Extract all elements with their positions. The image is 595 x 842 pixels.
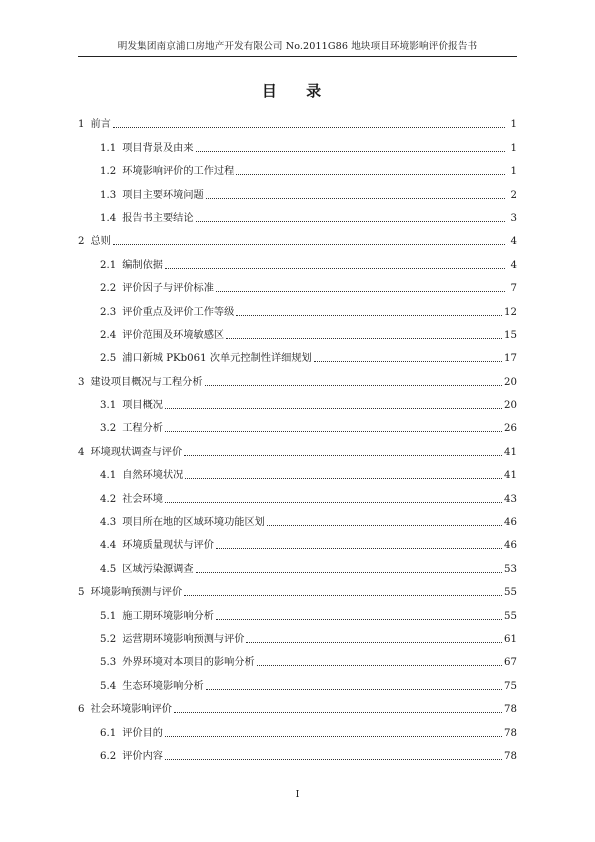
toc-subsection-entry[interactable] [78,482,517,505]
toc-entry-number: 4.5 [100,563,117,575]
toc-entry-number: 6.1 [100,727,117,739]
toc-entry-page-number: 78 [504,704,517,716]
toc-entry-number: 4.1 [100,470,117,482]
toc-entry-page-number: 7 [510,283,517,295]
toc-dot-leader [246,642,502,643]
toc-entry-number: 1.1 [100,142,117,154]
toc-entry-page-number: 15 [504,329,517,341]
toc-entry-number: 3 [78,376,85,388]
toc-entry-title: 评价因子与评价标准 [122,283,214,295]
toc-subsection-entry[interactable] [78,202,517,225]
toc-entry-number: 3.1 [100,400,117,412]
toc-entry-page-number: 12 [504,306,517,318]
toc-entry-title: 自然环境状况 [122,470,184,482]
page-title: 目 录 [261,82,334,100]
toc-dot-leader [216,291,505,292]
toc-subsection-entry[interactable] [78,155,517,178]
toc-entry-title: 报告书主要结论 [122,212,194,224]
toc-entry-number: 1.4 [100,212,117,224]
toc-entry-title: 社会环境影响评价 [90,704,172,716]
toc-subsection-entry[interactable] [78,248,517,271]
toc-subsection-entry[interactable] [78,342,517,365]
toc-subsection-entry[interactable] [78,529,517,552]
toc-section-entry[interactable] [78,693,517,716]
toc-section-entry[interactable] [78,576,517,599]
toc-entry-page-number: 4 [510,259,517,271]
toc-dot-leader [205,385,502,386]
toc-entry-number: 5.1 [100,610,117,622]
toc-entry-number: 3.2 [100,423,117,435]
toc-dot-leader [314,361,502,362]
toc-entry-page-number: 75 [504,680,517,692]
toc-dot-leader [216,619,502,620]
toc-dot-leader [267,525,502,526]
toc-subsection-entry[interactable] [78,178,517,201]
toc-entry-number: 4 [78,446,85,458]
toc-entry-number: 6.2 [100,750,117,762]
toc-dot-leader [226,338,502,339]
toc-subsection-entry[interactable] [78,459,517,482]
toc-dot-leader [257,665,502,666]
toc-subsection-entry[interactable] [78,646,517,669]
toc-entry-number: 1.3 [100,189,117,201]
toc-entry-number: 5 [78,587,85,599]
page-number: I [295,789,300,800]
toc-entry-number: 6 [78,704,85,716]
toc-subsection-entry[interactable] [78,412,517,435]
toc-entry-title: 施工期环境影响分析 [122,610,214,622]
toc-dot-leader [165,759,502,760]
toc-entry-page-number: 41 [504,446,517,458]
toc-subsection-entry[interactable] [78,319,517,342]
toc-entry-title: 环境影响预测与评价 [90,587,183,599]
toc-entry-page-number: 53 [504,563,517,575]
toc-entry-number: 4.3 [100,517,117,529]
toc-entry-title: 运营期环境影响预测与评价 [122,633,245,645]
toc-entry-title: 项目主要环境问题 [122,189,204,201]
toc-entry-page-number: 55 [504,587,517,599]
toc-dot-leader [184,455,502,456]
toc-dot-leader [206,689,502,690]
toc-entry-page-number: 1 [510,142,517,154]
toc-entry-page-number: 1 [510,166,517,178]
toc-entry-title: 前言 [90,119,111,131]
toc-entry-page-number: 1 [510,119,517,131]
toc-subsection-entry[interactable] [78,669,517,692]
toc-subsection-entry[interactable] [78,599,517,622]
toc-dot-leader [113,127,505,128]
toc-subsection-entry[interactable] [78,389,517,412]
toc-entry-title: 总则 [90,236,111,248]
toc-entry-page-number: 20 [504,376,517,388]
toc-subsection-entry[interactable] [78,295,517,318]
toc-entry-page-number: 46 [504,517,517,529]
toc-entry-title: 环境现状调查与评价 [90,446,183,458]
toc-dot-leader [196,572,503,573]
table-of-contents [78,108,517,763]
toc-dot-leader [165,431,502,432]
toc-entry-title: 评价目的 [122,727,163,739]
toc-entry-number: 2.2 [100,283,117,295]
toc-entry-title: 评价重点及评价工作等级 [122,306,235,318]
toc-entry-page-number: 4 [510,236,517,248]
toc-dot-leader [165,736,502,737]
toc-entry-page-number: 67 [504,657,517,669]
toc-dot-leader [196,221,505,222]
toc-entry-title: 编制依据 [122,259,163,271]
toc-section-entry[interactable] [78,365,517,388]
toc-entry-title: 环境影响评价的工作过程 [122,166,235,178]
toc-subsection-entry[interactable] [78,506,517,529]
running-header: 明发集团南京浦口房地产开发有限公司 No.2011G86 地块项目环境影响评价报告书 [78,38,517,57]
toc-entry-title: 社会环境 [122,493,163,505]
toc-entry-number: 5.2 [100,633,117,645]
toc-subsection-entry[interactable] [78,552,517,575]
toc-entry-page-number: 20 [504,400,517,412]
toc-dot-leader [206,198,505,199]
toc-entry-number: 5.4 [100,680,117,692]
toc-dot-leader [236,315,502,316]
toc-subsection-entry[interactable] [78,740,517,763]
toc-entry-page-number: 61 [504,633,517,645]
toc-subsection-entry[interactable] [78,623,517,646]
toc-dot-leader [165,268,505,269]
toc-entry-title: 生态环境影响分析 [122,680,204,692]
toc-entry-title: 工程分析 [122,423,163,435]
toc-dot-leader [185,478,502,479]
toc-entry-title: 环境质量现状与评价 [122,540,214,552]
toc-dot-leader [216,548,502,549]
toc-entry-number: 2.4 [100,329,117,341]
toc-section-entry[interactable] [78,435,517,458]
toc-dot-leader [236,174,505,175]
toc-section-entry[interactable] [78,108,517,131]
toc-entry-number: 5.3 [100,657,117,669]
toc-entry-page-number: 3 [510,212,517,224]
toc-entry-page-number: 26 [504,423,517,435]
toc-entry-title: 项目所在地的区域环境功能区划 [122,517,265,529]
toc-entry-title: 浦口新城 PKb061 次单元控制性详细规划 [122,353,312,365]
toc-entry-title: 项目背景及由来 [122,142,194,154]
toc-entry-number: 2.1 [100,259,117,271]
toc-entry-title: 评价范围及环境敏感区 [122,329,225,341]
toc-subsection-entry[interactable] [78,272,517,295]
toc-entry-number: 2.5 [100,353,117,365]
toc-dot-leader [174,712,502,713]
toc-entry-title: 区域污染源调查 [122,563,194,575]
toc-dot-leader [184,595,502,596]
toc-dot-leader [165,408,502,409]
toc-entry-page-number: 46 [504,540,517,552]
toc-entry-page-number: 41 [504,470,517,482]
toc-entry-page-number: 78 [504,727,517,739]
toc-entry-title: 外界环境对本项目的影响分析 [122,657,255,669]
toc-entry-title: 项目概况 [122,400,163,412]
toc-entry-number: 4.4 [100,540,117,552]
toc-entry-page-number: 17 [504,353,517,365]
toc-dot-leader [165,502,502,503]
toc-entry-page-number: 55 [504,610,517,622]
toc-subsection-entry[interactable] [78,716,517,739]
toc-entry-number: 2 [78,236,85,248]
toc-entry-number: 2.3 [100,306,117,318]
toc-entry-title: 建设项目概况与工程分析 [90,376,203,388]
toc-entry-title: 评价内容 [122,750,163,762]
toc-entry-number: 1.2 [100,166,117,178]
toc-entry-number: 4.2 [100,493,117,505]
toc-entry-number: 1 [78,119,85,131]
toc-dot-leader [196,151,505,152]
toc-subsection-entry[interactable] [78,131,517,154]
toc-dot-leader [113,244,505,245]
toc-entry-page-number: 78 [504,750,517,762]
toc-section-entry[interactable] [78,225,517,248]
toc-entry-page-number: 43 [504,493,517,505]
toc-entry-page-number: 2 [510,189,517,201]
